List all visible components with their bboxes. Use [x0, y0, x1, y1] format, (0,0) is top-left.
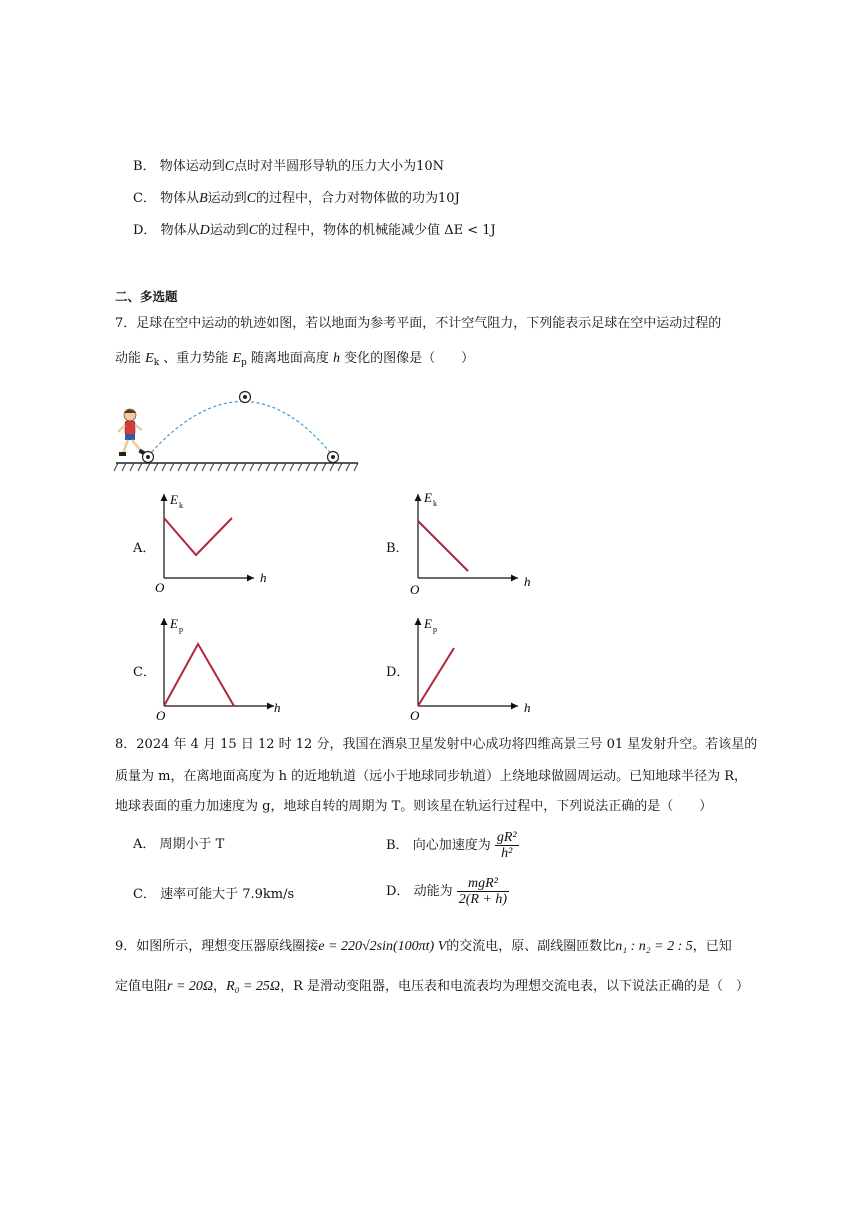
q8-option-a [133, 836, 224, 854]
text: 、重力势能 [159, 351, 233, 366]
option-text: 向心加速度为 [412, 838, 491, 853]
numerator: gR² [496, 830, 517, 845]
q9-stem-line1 [115, 938, 732, 956]
option-d-label: D． [386, 665, 410, 680]
option-label: D． [133, 223, 157, 238]
graph-a [150, 488, 280, 598]
fraction [495, 830, 519, 861]
text: 的交流电，原、副线圈匝数比 [446, 939, 616, 954]
option-label: A． [133, 837, 156, 852]
curve-line [164, 518, 232, 555]
equation: e = 220√2sin(100πt) V [318, 939, 447, 954]
option-text: 物体从 [160, 191, 200, 206]
option-text-rest: 的过程中，合力对物体做的功为10J [256, 191, 460, 206]
football-trajectory-figure [110, 385, 360, 475]
q7-stem-line1: 7．足球在空中运动的轨迹如图，若以地面为参考平面，不计空气阻力，下列能表示足球在空中运动过程的 [115, 316, 722, 331]
option-label: D． [386, 884, 410, 899]
x-axis-label: h [274, 700, 281, 715]
option-label: B． [386, 838, 409, 853]
option-text: 物体运动到 [159, 159, 225, 174]
q6-option-b [133, 158, 444, 176]
option-b-label: B． [386, 541, 409, 556]
football-icon [328, 452, 339, 463]
option-text: 物体从 [160, 223, 200, 238]
resistance-r: r = 20Ω [167, 979, 214, 994]
origin-label: O [410, 708, 420, 722]
var-d: D [199, 223, 210, 238]
q6-option-d [133, 222, 496, 240]
y-axis-label: E [424, 490, 432, 505]
y-axis-subscript: k [179, 501, 183, 510]
option-text-mid: 运动到 [209, 223, 249, 238]
text: 定值电阻 [115, 979, 168, 994]
separator: ， [213, 979, 227, 994]
option-label: B． [133, 159, 156, 174]
text: ，R 是滑动变阻器，电压表和电流表均为理想交流电表，以下说法正确的是（ ） [280, 979, 749, 994]
origin-label: O [156, 708, 166, 722]
football-icon [240, 392, 251, 403]
q8-option-d [386, 876, 509, 907]
option-text: 周期小于 T [159, 837, 225, 852]
player-figure [118, 409, 146, 456]
numerator: mgR² [457, 876, 509, 892]
q9-stem-line2 [115, 978, 749, 996]
var-b: B [199, 191, 208, 206]
q8-stem-line2: 质量为 m，在离地面高度为 h 的近地轨道（远小于地球同步轨道）上绕地球做圆周运动。已知地球半径为 R， [115, 769, 748, 784]
option-label: C． [133, 887, 156, 902]
var-e: E [232, 351, 241, 366]
q8-option-c [133, 886, 294, 904]
origin-label: O [155, 580, 165, 595]
section-title: 二、多选题 [115, 289, 178, 304]
var-h: h [333, 351, 341, 366]
text: 随离地面高度 [246, 351, 334, 366]
graph-c [150, 612, 290, 722]
option-c-label: C． [133, 665, 156, 680]
y-axis-label: E [170, 616, 178, 631]
option-text-rest: 的过程中，物体的机械能减少值 ΔE < 1J [258, 223, 496, 238]
q6-option-c [133, 190, 460, 208]
option-label: C． [133, 191, 156, 206]
text: 9．如图所示，理想变压器原线圈接 [115, 939, 319, 954]
resistance-r0: R₀ = 25Ω [226, 979, 281, 994]
x-axis-label: h [260, 570, 267, 585]
graph-d [404, 612, 544, 722]
var-c: C [224, 159, 235, 174]
var-e: E [145, 351, 154, 366]
graph-b [404, 488, 534, 598]
x-axis-label: h [524, 700, 531, 715]
denominator: 2(R + h) [458, 892, 508, 907]
q8-option-b [386, 830, 519, 861]
text: ，已知 [692, 939, 732, 954]
option-a-label: A． [133, 541, 156, 556]
text: 变化的图像是（ ） [340, 351, 475, 366]
x-axis-label: h [524, 574, 531, 589]
option-text-mid: 运动到 [207, 191, 247, 206]
var-c: C [248, 223, 259, 238]
q7-stem-line2 [115, 350, 474, 372]
curve-line [418, 521, 468, 571]
origin-label: O [410, 582, 420, 597]
q8-stem-line1: 8．2024 年 4 月 15 日 12 时 12 分，我国在酒泉卫星发射中心成功将四维高景三号 01 星发射升空。若该星的 [115, 737, 758, 752]
y-axis-label: E [424, 616, 432, 631]
curve-line [164, 644, 234, 706]
q8-stem-line3: 地球表面的重力加速度为 g，地球自转的周期为 T。则该星在轨运行过程中，下列说法正确的是（ ） [115, 799, 713, 814]
var-c: C [246, 191, 257, 206]
subscript-k: k [153, 358, 160, 368]
football-icon [143, 452, 154, 463]
option-text: 动能为 [413, 884, 453, 899]
curve-line [418, 648, 454, 706]
denominator: h² [501, 846, 513, 861]
option-text: 速率可能大于 7.9km/s [160, 887, 295, 902]
y-axis-subscript: p [433, 625, 437, 634]
fraction [457, 876, 509, 907]
text: 动能 [115, 351, 146, 366]
ratio: n₁ : n₂ = 2 : 5 [615, 939, 693, 954]
y-axis-subscript: p [179, 625, 183, 634]
subscript-p: p [241, 358, 247, 368]
option-text-rest: 点时对半圆形导轨的压力大小为10N [234, 159, 444, 174]
y-axis-label: E [170, 492, 178, 507]
y-axis-subscript: k [433, 499, 437, 508]
